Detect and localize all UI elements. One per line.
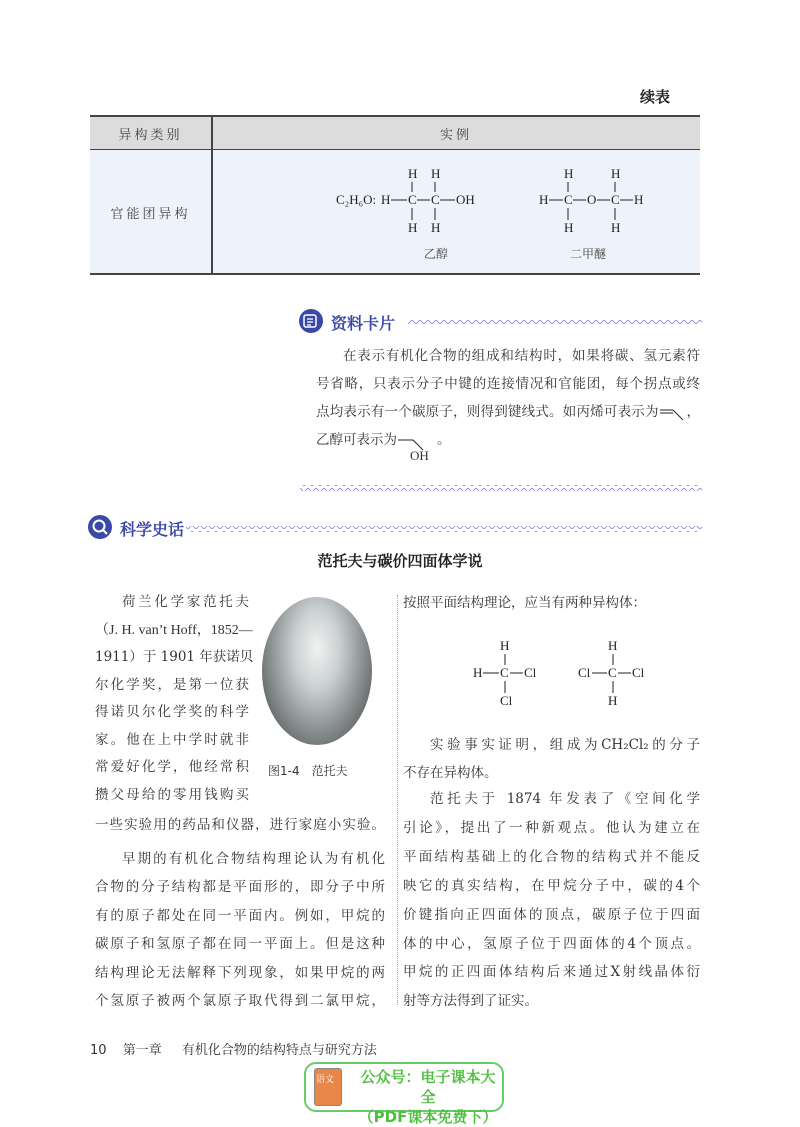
structural-formulas (212, 150, 700, 273)
svg-text:Cl: Cl (500, 693, 513, 708)
book-icon: 语文 (314, 1068, 342, 1106)
isomer-2 (578, 638, 645, 708)
watermark-line-1: 公众号：电子课本大全 (360, 1068, 496, 1106)
ethanol-structure (381, 166, 475, 261)
svg-text:Cl: Cl (632, 665, 645, 680)
intro-text: 荷兰化学家范托夫 （J. H. van’t Hoff，1852— 1911）于 1901 年获诺贝 尔化学奖，是第一位获 得诺贝尔化学奖的科学 家。他在上中学时就非 常爱好化学，他经常积 攒父母给的零用钱购买 (95, 594, 254, 803)
svg-text:OH: OH (456, 192, 475, 207)
svg-text:H: H (408, 220, 418, 235)
watermark-line-2: （PDF课本免费下） (358, 1108, 498, 1126)
magnifier-icon (88, 515, 112, 539)
chapter-title: 有机化合物的结构特点与研究方法 (181, 1043, 377, 1058)
svg-text:Cl: Cl (524, 665, 537, 680)
svg-text:H: H (611, 220, 621, 235)
history-title: 科学史话 (120, 520, 185, 539)
dichloromethane-isomers (460, 630, 660, 710)
article-title: 范托夫与碳价四面体学说 (317, 552, 483, 570)
ether-name: 二甲醚 (570, 247, 607, 261)
ethanol-name: 乙醇 (424, 247, 449, 261)
svg-text:H: H (500, 638, 510, 653)
svg-text:H: H (408, 166, 418, 181)
svg-text:H: H (634, 192, 644, 207)
svg-text:H: H (608, 693, 618, 708)
svg-text:H: H (381, 192, 391, 207)
svg-text:H: H (431, 220, 441, 235)
dimethyl-ether-structure (539, 166, 643, 261)
svg-text:C: C (500, 665, 509, 680)
svg-text:H: H (564, 166, 574, 181)
isomer-intro: 按照平面结构理论，应当有两种异构体： (403, 595, 646, 611)
watermark (304, 1062, 504, 1126)
wave-divider (408, 318, 702, 324)
column-divider (397, 595, 398, 1005)
continued-table-label: 续表 (640, 88, 671, 106)
oh-label: OH (410, 448, 429, 463)
header-isomer-category: 异构类别 (118, 128, 183, 143)
molecular-formula: C₂H₆O: (336, 192, 377, 207)
chapter-label: 第一章 (122, 1043, 162, 1058)
svg-text:O: O (587, 192, 597, 207)
svg-text:Cl: Cl (578, 665, 591, 680)
intro-last-line: 一些实验用的药品和仪器，进行家庭小实验。 (95, 817, 385, 833)
page-number: 10 (90, 1043, 107, 1058)
experiment-text: 实验事实证明，组成为CH₂Cl₂的分子 不存在异构体。 (403, 737, 700, 781)
svg-text:H: H (473, 665, 483, 680)
svg-text:C: C (611, 192, 620, 207)
wave-divider (186, 526, 702, 532)
tetrahedron-theory-text: 范托夫于 1874 年发表了《空间化学 引论》，提出了一种新观点。他认为建立在 平面结构基础上的化合物的结构式并不能反 映它的真实结构，在甲烷分子中，碳的4个 价键指向正四面体的顶点，碳原子位于四面 体的中心，氢原子位于四面体的4个顶点。 甲烷的正四面体结构后来通过X射线晶体衍 射等方法得到了证实。 (403, 791, 700, 1010)
figure-caption: 图1-4 范托夫 (268, 764, 348, 778)
svg-text:C: C (431, 192, 440, 207)
svg-text:H: H (539, 192, 549, 207)
svg-text:H: H (608, 638, 618, 653)
svg-text:H: H (564, 220, 574, 235)
header-example: 实例 (439, 128, 472, 143)
isomer-1 (473, 638, 537, 708)
svg-text:C: C (564, 192, 573, 207)
svg-text:C: C (608, 665, 617, 680)
info-card-text: 在表示有机化合物的组成和结构时，如果将碳、氢元素符 号省略，只表示分子中键的连接情况和官能团，每个拐点或终 点均表示有一个碳原子，则得到键线式。如丙烯可表示为 ， 乙醇可表示为 。 OH (316, 342, 700, 454)
info-card-title: 资料卡片 (331, 314, 396, 333)
vant-hoff-portrait (262, 597, 372, 745)
svg-text:C: C (408, 192, 417, 207)
isomer-table (90, 115, 700, 275)
svg-text:H: H (431, 166, 441, 181)
document-icon (299, 309, 323, 333)
page-footer (90, 1039, 377, 1058)
svg-text:H: H (611, 166, 621, 181)
cell-category: 官能团异构 (110, 207, 191, 222)
wave-divider-bottom (300, 485, 702, 491)
propene-skeletal-formula (659, 403, 687, 421)
early-theory-text: 早期的有机化合物结构理论认为有机化 合物的分子结构都是平面形的，即分子中所 有的原子都处在同一平面内。例如，甲烷的 碳原子和氢原子都在同一平面上。但是这种 结构理论无法解释下列现象，如果甲烷的两 个氢原子被两个氯原子取代得到二氯甲烷， (95, 851, 385, 1010)
